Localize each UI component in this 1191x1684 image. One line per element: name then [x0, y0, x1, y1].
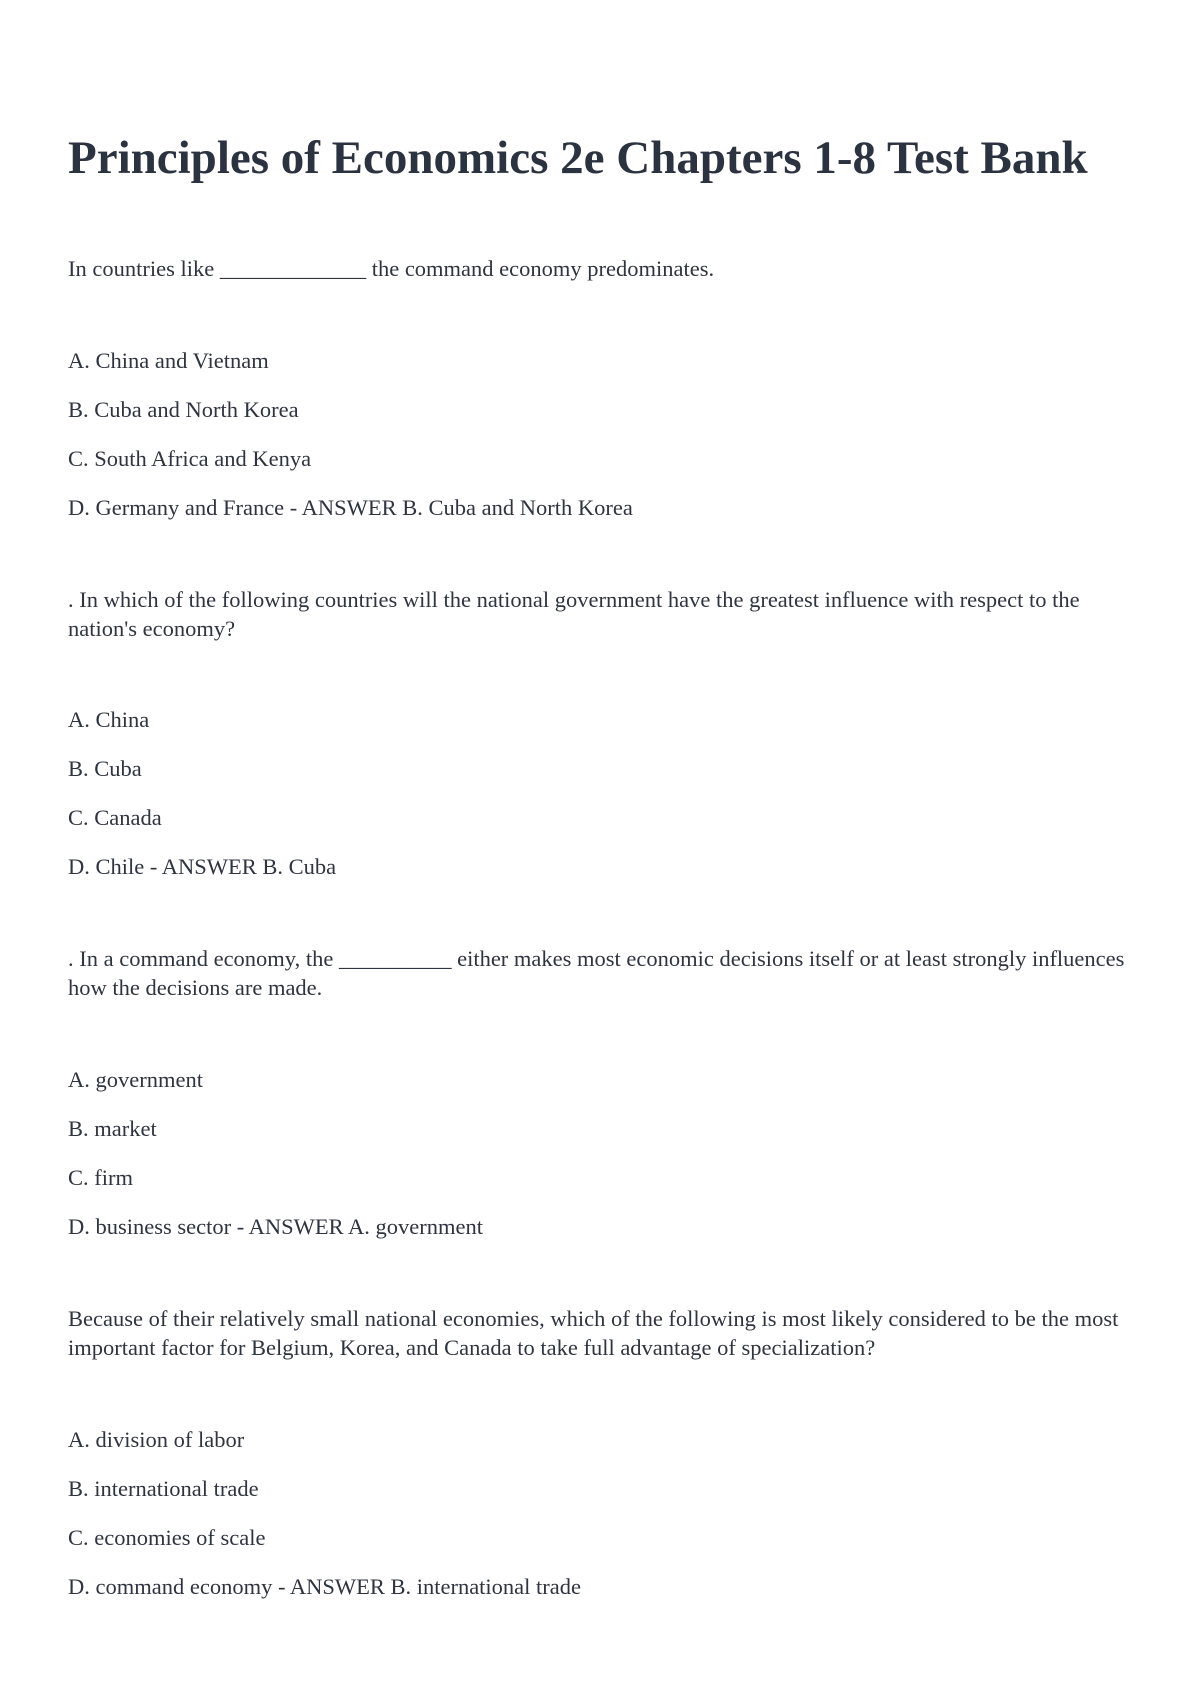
document-title: Principles of Economics 2e Chapters 1-8 Test Bank	[68, 132, 1088, 184]
question-1-option-c: C. South Africa and Kenya	[68, 446, 312, 471]
question-4-option-c: C. economies of scale	[68, 1525, 266, 1550]
question-3-text: . In a command economy, the __________ either makes most economic decisions itself or at least strongly influences how the decisions are made.	[68, 946, 1125, 1000]
question-4-option-a: A. division of labor	[68, 1427, 245, 1452]
question-2-option-d-answer: D. Chile - ANSWER B. Cuba	[68, 854, 337, 879]
question-1-text: In countries like _____________ the command economy predominates.	[68, 256, 715, 281]
question-4-text: Because of their relatively small national economies, which of the following is most likely considered to be the most important factor for Belgium, Korea, and Canada to take full advantage of specialization?	[68, 1306, 1119, 1360]
question-4-option-b: B. international trade	[68, 1476, 259, 1501]
question-2-text: . In which of the following countries will the national government have the greatest influence with respect to the nation's economy?	[68, 587, 1080, 641]
question-2-option-c: C. Canada	[68, 805, 162, 830]
question-1-option-a: A. China and Vietnam	[68, 348, 269, 373]
question-1-option-d-answer: D. Germany and France - ANSWER B. Cuba and North Korea	[68, 495, 633, 520]
question-3-option-b: B. market	[68, 1116, 157, 1141]
question-3-option-c: C. firm	[68, 1165, 133, 1190]
question-4-option-d-answer: D. command economy - ANSWER B. international trade	[68, 1574, 582, 1599]
question-3-option-a: A. government	[68, 1067, 203, 1092]
question-2-option-b: B. Cuba	[68, 756, 142, 781]
question-3-option-d-answer: D. business sector - ANSWER A. government	[68, 1214, 483, 1239]
question-2-option-a: A. China	[68, 707, 150, 732]
question-1-option-b: B. Cuba and North Korea	[68, 397, 299, 422]
